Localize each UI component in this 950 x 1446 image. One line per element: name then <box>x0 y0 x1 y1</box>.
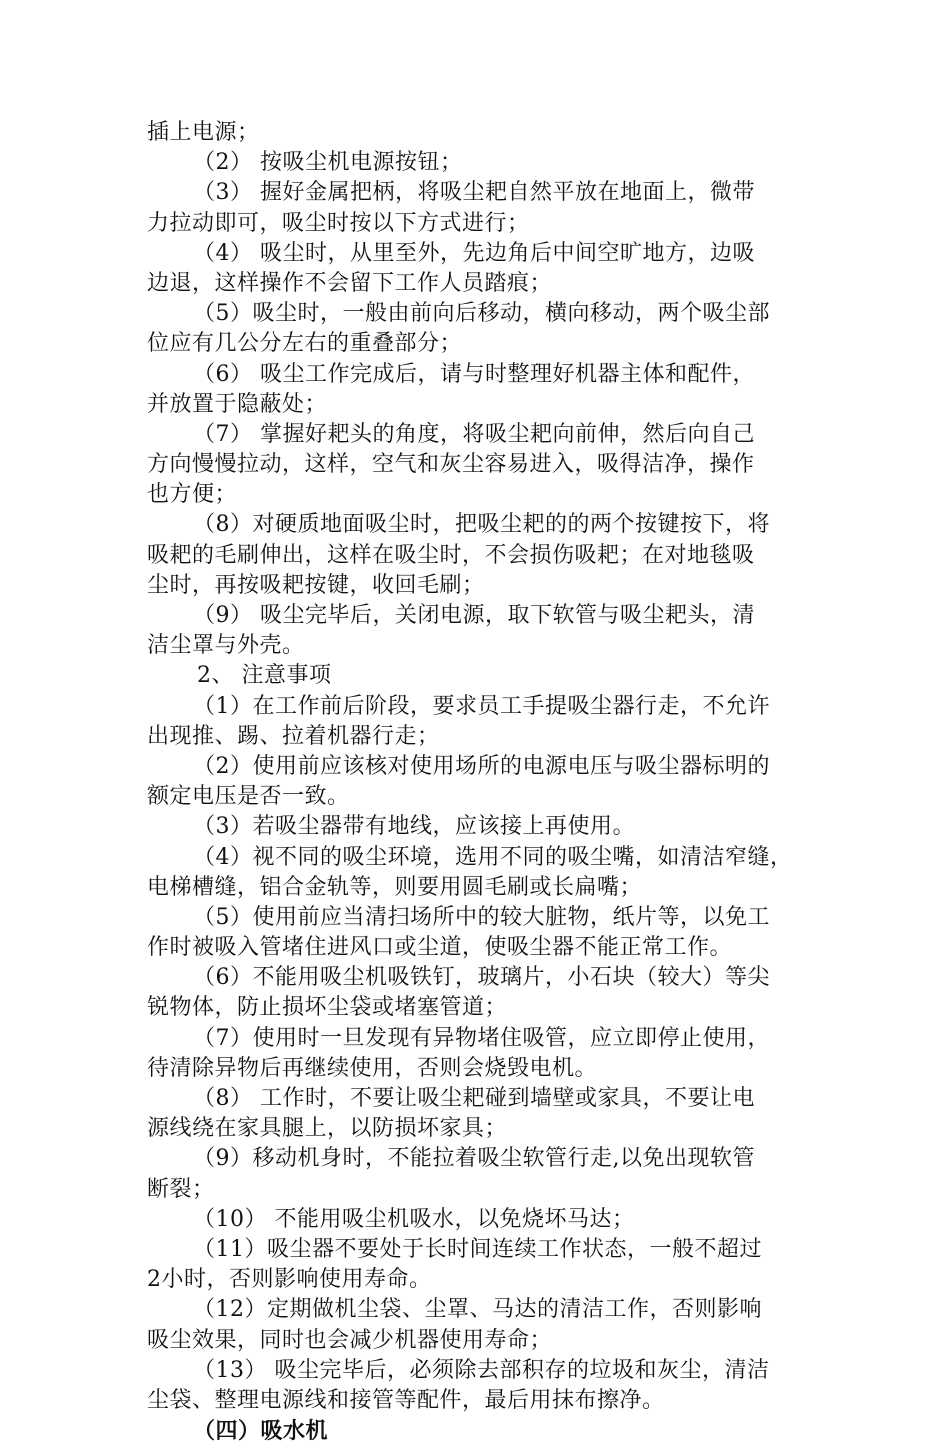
note-3-line: （3）若吸尘器带有地线，应该接上再使用。 <box>193 814 635 840</box>
paragraph-line: 断裂； <box>147 1176 215 1202</box>
note-13-line: （13） 吸尘完毕后，必须除去部积存的垃圾和灰尘，清洁 <box>193 1357 770 1383</box>
paragraph-line: 额定电压是否一致。 <box>147 784 350 810</box>
note-6-line: （6）不能用吸尘机吸铁钉，玻璃片，小石块（较大）等尖 <box>193 965 770 991</box>
paragraph-line: 源线绕在家具腿上，以防损坏家具； <box>147 1116 508 1142</box>
step-8-line: （8）对硬质地面吸尘时，把吸尘耙的的两个按键按下，将 <box>193 512 770 538</box>
section-heading-water-vacuum: （四）吸水机 <box>193 1418 329 1445</box>
paragraph-line: 方向慢慢拉动，这样，空气和灰尘容易进入，吸得洁净，操作 <box>147 452 755 478</box>
paragraph-line: 位应有几公分左右的重叠部分； <box>147 331 463 357</box>
paragraph-line: 出现推、踢、拉着机器行走； <box>147 723 440 749</box>
note-10-line: （10） 不能用吸尘机吸水，以免烧坏马达； <box>193 1206 635 1232</box>
paragraph-line: 待清除异物后再继续使用，否则会烧毁电机。 <box>147 1055 598 1081</box>
note-9-line: （9）移动机身时，不能拉着吸尘软管行走,以免出现软管 <box>193 1146 755 1172</box>
note-11-line: （11）吸尘器不要处于长时间连续工作状态，一般不超过 <box>193 1236 762 1262</box>
document-body <box>147 118 817 1446</box>
paragraph-line: 边退，这样操作不会留下工作人员踏痕； <box>147 270 553 296</box>
note-2-line: （2）使用前应该核对使用场所的电源电压与吸尘器标明的 <box>193 753 770 779</box>
paragraph-line: 尘袋、整理电源线和接管等配件，最后用抹布擦净。 <box>147 1387 665 1413</box>
step-6-line: （6） 吸尘工作完成后，请与时整理好机器主体和配件， <box>193 361 755 387</box>
paragraph-line: 电梯槽缝，铝合金轨等，则要用圆毛刷或长扁嘴； <box>147 874 643 900</box>
step-3-line: （3） 握好金属把柄，将吸尘耙自然平放在地面上，微带 <box>193 180 755 206</box>
paragraph-line: 插上电源； <box>147 120 260 145</box>
note-8-line: （8） 工作时，不要让吸尘耙碰到墙壁或家具，不要让电 <box>193 1086 755 1111</box>
paragraph-line: 锐物体，防止损坏尘袋或堵塞管道； <box>147 995 508 1021</box>
step-5-line: （5）吸尘时，一般由前向后移动，横向移动，两个吸尘部 <box>193 301 770 327</box>
note-12-line: （12）定期做机尘袋、尘罩、马达的清洁工作，否则影响 <box>193 1297 762 1323</box>
paragraph-line: 吸尘效果，同时也会减少机器使用寿命； <box>147 1327 553 1353</box>
note-5-line: （5）使用前应当清扫场所中的较大脏物，纸片等，以免工 <box>193 904 770 930</box>
note-7-line: （7）使用时一旦发现有异物堵住吸管，应立即停止使用， <box>193 1025 770 1051</box>
paragraph-line: 并放置于隐蔽处； <box>147 391 328 417</box>
paragraph-line: 尘时，再按吸耙按键，收回毛刷； <box>147 572 485 598</box>
step-7-line: （7） 掌握好耙头的角度，将吸尘耙向前伸，然后向自己 <box>193 421 755 447</box>
paragraph-line: 洁尘罩与外壳。 <box>147 633 305 659</box>
note-4-line: （4）视不同的吸尘环境，选用不同的吸尘嘴，如清洁窄缝， <box>193 844 793 870</box>
note-1-line: （1）在工作前后阶段，要求员工手提吸尘器行走，不允许 <box>193 693 770 719</box>
paragraph-line: 2小时，否则影响使用寿命。 <box>147 1267 432 1293</box>
section-heading-notes: 2、 注意事项 <box>197 663 332 689</box>
step-2-line: （2） 按吸尘机电源按钮； <box>193 150 463 176</box>
paragraph-line: 吸耙的毛刷伸出，这样在吸尘时，不会损伤吸耙；在对地毯吸 <box>147 542 755 568</box>
paragraph-line: 也方便； <box>147 482 238 508</box>
paragraph-line: 作时被吸入管堵住进风口或尘道，使吸尘器不能正常工作。 <box>147 935 733 961</box>
step-9-line: （9） 吸尘完毕后，关闭电源，取下软管与吸尘耙头，清 <box>193 603 755 628</box>
paragraph-line: 力拉动即可，吸尘时按以下方式进行； <box>147 210 530 236</box>
step-4-line: （4） 吸尘时，从里至外，先边角后中间空旷地方，边吸 <box>193 240 755 266</box>
